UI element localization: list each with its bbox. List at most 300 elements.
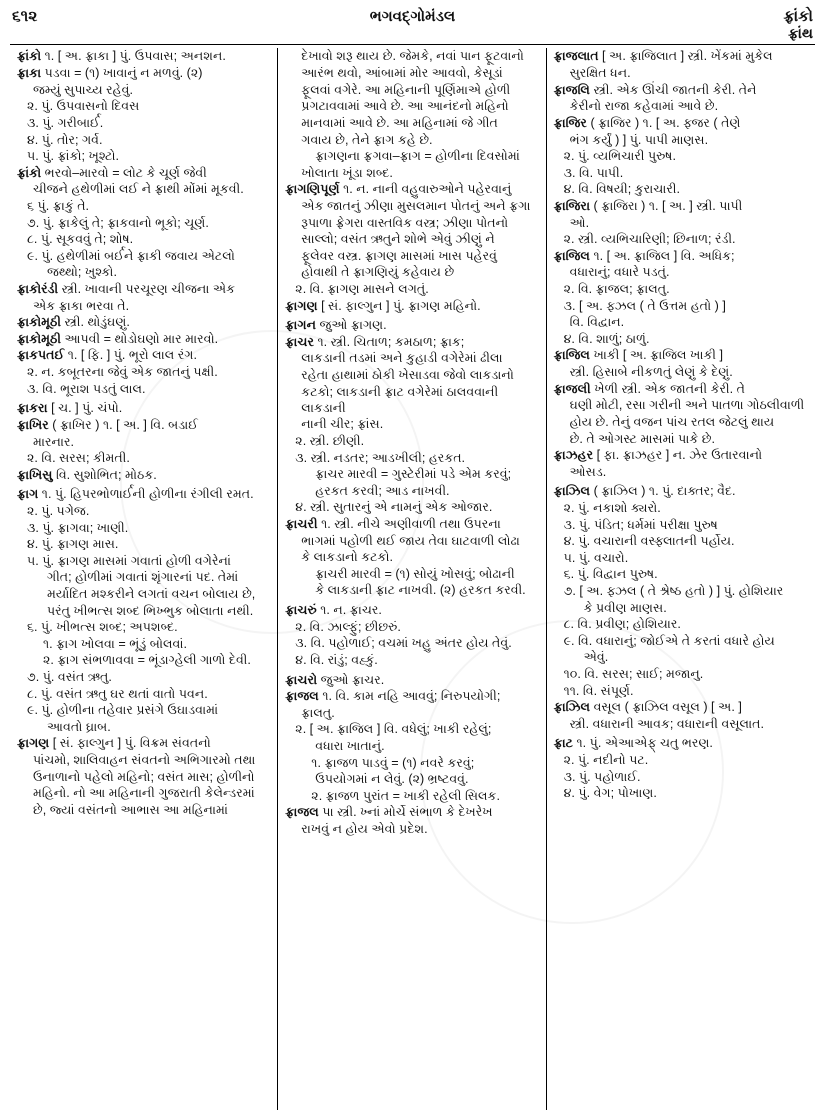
entry-text: સ્ત્રી. હિસાબે નીકળતું લેણું કે દેણું. [569,365,733,380]
entry-line [17,381,270,397]
headword: ફ્રાખિર [17,417,49,432]
entry-text: પ્રગટાવવામાં આવે છે. આ આનંદનો મહિનો [301,99,509,114]
entry-line [554,231,808,247]
entry-text: સુરક્ષિત ધન. [569,66,631,81]
headword: ફ્રાચર [285,334,314,349]
entry-text: ૪. પું. વચારાની વસ્ફ્લાતની પર્હોય. [563,534,735,549]
dictionary-entry [554,483,808,499]
entry-line [285,433,538,449]
headword: ફ્રાચરો [285,672,318,687]
entry-line [285,738,538,754]
entry-line [285,132,538,148]
dictionary-entry [17,165,270,181]
entry-text: ૫. પું. ફ્રાંકો; ખૂશ્ટો. [27,149,120,164]
headword: ફ્રાઝહર [553,448,594,463]
entry-line [17,434,270,450]
entry-text: ૨. પું. નદીનો પટ. [563,753,649,768]
entry-line [17,98,270,114]
entry-text: ૩. પું. ગરીબાર્ઈ. [27,115,104,130]
entry-line [285,248,538,264]
dictionary-entry [17,281,270,297]
entry-text: ૩. વિ. પહોળાઈ; વચમાં ખહુ અંતર હોય તેવું. [295,636,512,651]
headword: ફ્રાજિલ [553,248,590,263]
entry-text: ખાકી [ અ. ફ્રાજિલ ખાકી ] [593,348,723,363]
entry-text: ૪. પું. વેગ; પોખાણ. [563,786,657,801]
dictionary-entry [285,602,538,618]
headword: ફ્રાગણિપૂર્ણ [285,182,340,197]
entry-text: ૫. પું. ફ્રાગણ માસમાં ગવાતાં હોળી વગેરેનાં [27,553,231,568]
entry-text: છે, જ્યાં વસંતનો આભાસ આ મહિનામાં [33,802,228,817]
entry-text: ૮. પું. સૂકવવું તે; શોષ. [27,232,134,247]
dictionary-entry [17,48,270,64]
entry-line [285,483,538,499]
dictionary-entry [554,347,808,363]
entry-line [554,616,808,632]
entry-text: વધારાનું; વધારે પડતું. [569,265,670,280]
dictionary-entry [17,314,270,330]
entry-text: હોવાથી તે ફ્રાગણિયું કહેવાય છે [301,265,455,280]
entry-line [285,198,538,214]
entry-text: નાની ચીર; ફ્રાંસ. [301,417,384,432]
entry-text: ભંગ કર્યું ) ] પું. પાપી માણસ. [569,132,709,147]
entry-text: ૩. પું. પંડિત; ધર્મમાં પરીક્ષા પુરુષ [563,517,718,532]
entry-text: ૨. વિ. ઝાલ્ફું; છીછરું. [295,619,401,634]
entry-text: ૪. સ્ત્રી. સુતારનું એ નામનું એક ઓજાર. [295,500,493,515]
entry-text: ૯. પું. હથેળીમાં બર્ઈને ફ્રાકી જવાય એટલો [27,248,235,263]
entry-text: [ ચ. ] પું. ચંપો. [51,401,123,416]
entry-text: ૨. ન. કબૂતરના જેવું એક જાતનું પક્ષી. [27,365,218,380]
headword: ફ્રાટ [553,736,574,751]
entry-line [285,264,538,280]
entry-text: ૪. વિ. વિષયી; કુરાચારી. [563,182,680,197]
entry-line [285,350,538,366]
entry-line [17,586,270,602]
entry-line [554,716,808,732]
entry-text: ઘણી મોટી, રસા ગરીની અને પાતળા ગોઠલીવાળી [569,398,805,413]
entry-line [17,503,270,519]
headword: ફ્રાજિર [553,115,587,130]
entry-text: ૨. ફ્રાજળ પુરાંત = ખાકી રહેલી સિલક. [311,788,500,803]
headword: ફ્રાજલ [285,805,319,820]
entry-line [554,500,808,516]
entry-line [17,702,270,718]
entry-text: ૬. પું. ખીભત્સ શબ્દ; અપશબ્દ. [27,620,178,635]
entry-line [554,583,808,599]
entry-line [17,264,270,280]
columns-container [10,48,815,1110]
entry-text: દેખાવો શરૂ થાય છે. જેમકે, નવાં પાન ફૂટવાનો [301,49,524,64]
entry-text: ૧. [ અ. ફ્રાકા ] પું. ઉપવાસ; અનશન. [44,49,226,64]
entry-text: કટકો; લાકડાની ફ્રાટ વગેરેમાં ઠાલવવાની લાકડાની [301,384,499,415]
entry-text: ૨. ફ્રાગ સંભળાવવા = ભૂંડાગ્હેલી ગાળો દેવી. [43,653,251,668]
header-rule [10,44,815,45]
entry-text: ૧. ન. નાની વહુવારુઓને પહેરવાનું [343,182,512,197]
entry-line [285,619,538,635]
entry-line [285,115,538,131]
entry-text: ૫. પું. વચારો. [563,550,629,565]
entry-text: ૯. વિ. વધારાનું; જોઈએ તે કરતાં વધારે હોય [563,633,775,648]
entry-line [554,464,808,480]
headword: ફ્રાંકો [17,165,42,180]
text-column-2 [278,48,546,1110]
entry-text: ૨. સ્ત્રી. છીણી. [295,434,365,448]
entry-text: ચીજને હથેળીમાં લઈ ને ફ્રાથી મોંમાં મૂકવી. [33,182,244,197]
dictionary-entry [285,516,538,532]
entry-line [554,769,808,785]
entry-line [285,635,538,651]
entry-text: ૧. ફ્રાજળ પાડવું = (૧) નવરે કરવું; [311,755,475,770]
entry-text: ગવાય છે, તેને ફ્રાગ કહે છે. [301,132,433,147]
entry-text: ૮. પું. વસંત ઋતુ ઘર થતાં વાતો પવન. [27,686,208,701]
page-header [10,8,815,42]
entry-text: ૬. પું. વિદ્વાન પુરુષ. [563,567,658,582]
dictionary-entry [554,381,808,397]
entry-text: મહિનો. નો આ મહિનાની ગુજરાતી કેલેન્ડરમાં [33,786,255,801]
entry-text: ૨. પું. નકાશો ક્યરો. [563,500,661,515]
dictionary-entry [285,688,538,704]
entry-line [554,431,808,447]
entry-text: જુઓ ફ્રાચર. [320,672,385,687]
dictionary-entry [17,331,270,347]
headword: ફ્રાકપતઈ [17,348,65,363]
entry-text: વધારા ખાતાનું. [315,738,385,753]
entry-text: ઓસડ. [569,464,607,479]
entry-line [554,98,808,114]
entry-text: ફ્રાચરી મારવી = (૧) સોયું ખોસવું; બોઢાની [315,566,515,581]
entry-text: છે. તે ઓગસ્ટ માસમાં પાકે છે. [569,431,715,446]
entry-line [17,148,270,164]
headword: ફ્રાગ [17,487,39,502]
headword: ફ્રાજિલ [553,348,590,363]
entry-line [554,633,808,649]
dictionary-entry [554,735,808,751]
entry-line [554,181,808,197]
headword: ફ્રાકોમૂઠી [17,331,61,346]
entry-line [17,686,270,702]
entry-line [554,683,808,699]
entry-text: ( ફ્રાઝિલ ) ૧. પું. દાક્તર; વૈદ. [593,484,736,499]
entry-text: ૮. વિ. પ્રવીણ; હોશિયાર. [563,617,681,632]
entry-text: ઓ. [569,215,590,230]
entry-line [554,364,808,380]
entry-text: ૧. સ્ત્રી. ચિતાળ; કમઠાળ; ફ્રાક; [317,334,465,349]
entry-line [554,298,808,314]
headword: ફ્રાજલ [285,689,319,704]
entry-line [285,65,538,81]
dictionary-entry [285,804,538,820]
entry-line [285,788,538,804]
entry-text: ૨. વિ. ફ્રાગણ માસને લગતું. [295,282,429,297]
entry-text: વિ. સુશોભિત; મોઠક. [55,467,157,482]
entry-line [285,231,538,247]
entry-line [285,566,538,582]
dictionary-entry [17,735,270,751]
entry-text: [ ફા. ફ્રાઝહર ] ન. ઝેર ઉતારવાનો [596,448,763,463]
dictionary-entry [285,181,538,197]
entry-text: ૯. પું. હોળીના તહેવાર પ્રસંગે ઉઘાડવામાં [27,703,219,718]
entry-text: ૧. વિ. કામ નહિ આવવું; નિરુપયોગી; [322,689,501,704]
running-head [663,8,813,42]
headword: ફ્રાકરા [17,401,48,416]
entry-line [285,215,538,231]
entry-line [285,721,538,737]
entry-text: ૩. [ અ. ફ્ઝલ ( તે ઉત્તમ હતો ) ] [563,298,726,313]
entry-line [285,771,538,787]
entry-line [17,553,270,569]
entry-text: ઉપયોગમાં ન લેવું. (૨) ભ્રષ્ટવવું. [315,772,469,787]
headword: ફ્રાકોરંડી [17,282,59,297]
entry-line [17,636,270,652]
entry-text: ૪. પું. તોર; ગર્વ. [27,132,103,147]
entry-line [554,517,808,533]
headword: ફ્રાકોમૂઠી [17,315,61,330]
dictionary-entry [17,486,270,502]
entry-line [17,785,270,801]
entry-text: ફ્રાલતુ. [301,705,335,720]
entry-line [554,785,808,801]
dictionary-entry [554,48,808,64]
entry-line [17,536,270,552]
entry-text: પડવા = (૧) ખાવાનું ન મળવું. (૨) [44,66,203,81]
entry-line [17,248,270,264]
entry-line [17,450,270,466]
entry-text: ૪. પું. ફ્રાગણ માસ. [27,537,119,552]
entry-line [554,566,808,582]
dictionary-entry [554,82,808,98]
entry-text: ૨. પું. વ્યભિચારી પુરુષ. [563,149,676,164]
entry-line [554,533,808,549]
entry-line [17,198,270,214]
entry-line [285,533,538,549]
entry-text: સાલ્લો; વસંત ઋતુને શોભે એવું ઝીણું ને [301,232,495,247]
entry-text: ૧. સ્ત્રી. નીચે અણીવાળી તથા ઉપરના [321,517,501,532]
entry-line [17,231,270,247]
entry-text: ( ફ્રાખિર ) ૧. [ અ. ] વિ. બડાઈ [52,417,198,432]
entry-line [285,821,538,837]
dictionary-entry [285,672,538,688]
entry-text: ગીત; હોળીમાં ગવાતાં શૃંગારનાં પદ. તેમાં [47,570,239,585]
headword: ફ્રાજિરા [553,198,591,213]
entry-text: માનવામાં આવે છે. આ મહિનામાં જે ગીત [301,115,498,130]
entry-text: કે લાકડાનો કટકો. [301,550,393,565]
entry-text: જુઓ ફ્રાગણ. [319,318,387,333]
headword: ફ્રાચરું [285,603,317,618]
entry-text: મર્યાદિત મશ્કરીને લગતાં વચન બોલાય છે, [47,586,256,601]
entry-text: ખેળી સ્ત્રી. એક જાતની કેરી. તે [594,381,745,396]
entry-line [17,619,270,635]
entry-text: ૪. વિ. શાળું; ઠાળું. [563,331,650,346]
entry-text: ૧૧. વિ. સંપૂર્ણ. [563,683,634,698]
running-head-top: ફ્રાંકો [783,8,813,25]
entry-text: રહેતા હાથામાં ઠોકી ખેસાડવા જેવો લાકડાનો [301,368,514,383]
dictionary-entry [285,317,538,333]
entry-text: એક જાતનું ઝીણા મુસલમાન પોતનું અને ફ્રગા [301,198,531,213]
entry-line [285,705,538,721]
entry-line [285,82,538,98]
entry-text: ૨. વિ. ફ્રાજલ; ફ્રાલતુ. [563,282,670,297]
entry-line [554,649,808,665]
entry-line [554,752,808,768]
entry-text: ૭. પું. ફ્રાકેલું તે; ફ્રાકવાનો ભૂકો; ચૂર્ણ. [27,215,209,230]
entry-line [554,148,808,164]
entry-text: ૧. પું. હિપરભોળાર્ઈની હોળીના રંગીલી રમત. [41,487,254,502]
dictionary-entry [17,400,270,416]
entry-line [285,450,538,466]
entry-text: વિ. વિદ્વાન. [569,315,625,330]
entry-text: હરકત કરવી; આડ નાખવી. [315,483,450,498]
entry-line [17,132,270,148]
entry-text: ૧. ફ્રાગ ખોલવા = ભૂંડું બોલવાં. [43,636,187,651]
page-number: ૬૧૨ [12,8,38,25]
headword: ફ્રાઝિલ [553,484,591,499]
entry-line [285,165,538,181]
entry-text: આરંભ થવો, આંબામાં મોર આવવો, કેસૂડાં [301,66,503,81]
entry-text: જમ્યું સુપાચ્ય રહેવું. [33,82,133,97]
entry-text: રાખવું ન હોય એવો પ્રદેશ. [301,822,428,837]
entry-line [17,82,270,98]
entry-line [554,281,808,297]
entry-line [285,466,538,482]
headword: ફ્રાખિસુ [17,467,53,482]
headword: ફ્રાજલિ [553,82,590,97]
entry-line [554,550,808,566]
entry-text: કેરીનો રાજા કહેવામાં આવે છે. [569,99,719,114]
entry-line [554,132,808,148]
entry-text: ભાગમાં પહોળી થઈ જાય તેવા ઘાટવાળી લોઢા [301,533,520,548]
entry-line [17,115,270,131]
entry-line [17,569,270,585]
entry-line [554,165,808,181]
dictionary-entry [17,417,270,433]
entry-text: કે લાકડાની ફ્રાટ નાખવી. (૨) હરકત કરવી. [315,583,526,598]
entry-line [285,416,538,432]
entry-line [285,549,538,565]
headword: ફ્રાંકો [17,49,42,64]
entry-text: ફૂલવાં વગેરે. આ મહિનાની પૂર્ણિમાએ હોળી [301,82,511,97]
entry-line [554,331,808,347]
headword: ફ્રાજલાત [553,49,599,64]
entry-text: આપવી = થોડોઘણો માર મારવો. [64,331,219,346]
entry-line [17,215,270,231]
entry-line [285,384,538,416]
entry-text: ૨. પું. પગેજ. [27,503,90,518]
dictionary-entry [554,699,808,715]
entry-line [17,719,270,735]
entry-text: ( ફ્રાજિરા ) ૧. [ અ. ] સ્ત્રી. પાપી [593,198,743,213]
entry-line [17,298,270,314]
entry-line [554,264,808,280]
dictionary-entry [554,248,808,264]
entry-text: ૧૦. વિ. સરસ; સાઈ; મજાનુ. [563,667,704,682]
entry-text: પા સ્ત્રી. ખ્નાં મોર્ચે સંભાળ કે દેખરેખ [322,805,493,820]
text-column-3 [547,48,815,1110]
entry-text: ૧. ન. ફ્રાચર. [320,603,382,618]
running-head-bottom: ફ્રાંથ [787,25,813,42]
entry-text: રૂપાળા ફ્રેગરા વાસ્તવિક વસ્ત્ર; ઝીણા પોતનો [301,215,509,230]
entry-line [17,769,270,785]
entry-text: [ સં. ફાલ્ગુન ] પું. વિક્રમ સંવતનો [52,736,211,751]
headword: ફ્રાકા [17,66,42,81]
headword: ફ્રાગન [285,318,316,333]
entry-text: જથ્થો; ખુશ્કો. [47,265,117,280]
entry-text: ૧. [ ફિ. ] પું. ભૂરો લાલ રંગ. [67,348,197,363]
entry-text: ૬ પું. ફ્રાકું તે. [27,198,90,213]
dictionary-entry [17,65,270,81]
entry-line [17,752,270,768]
entry-text: ૨. પું. ઉપવાસનો દિવસ [27,99,140,114]
entry-text: ૩. પું. પહોળાઈ. [563,769,641,784]
headword: ફ્રાજલી [553,381,591,396]
entry-text: ઉનાળાનો પહેલો મહિનો; વસંત માસ; હોળીનો [33,769,255,784]
entry-text: ૭. પું. વસંત ઋતુ. [27,670,112,685]
entry-line [554,314,808,330]
entry-line [285,499,538,515]
entry-line [285,367,538,383]
headword: ફ્રાચરી [285,517,318,532]
entry-text: એવું. [583,650,609,665]
entry-text: ૧. [ અ. ફ્રાજિલ ] વિ. અધિક; [593,248,735,263]
entry-line [554,215,808,231]
entry-text: ૩. પું. ફ્રાગવા; ખાણી. [27,520,129,535]
entry-line [17,181,270,197]
entry-text: પરંતુ ખીભત્સ શબ્દ ભિખ્ભુક બોલાતા નથી. [47,603,254,618]
entry-line [285,98,538,114]
entry-line [285,582,538,598]
entry-line [17,603,270,619]
entry-text: ૭. [ અ. ફ્ઝલ ( તે શ્રેષ્ઠ હતો ) ] પું. હોશિયાર [563,583,784,598]
entry-line [285,755,538,771]
book-title: ભગવદ્ગોમંડલ [369,8,456,25]
entry-text: ખોલાતા ખૂંડા શબ્દ. [301,165,393,180]
dictionary-entry [554,198,808,214]
entry-text: ૨. સ્ત્રી. વ્યભિચારિણી; છિનાળ; રંડી. [563,232,736,247]
text-column-1 [10,48,278,1110]
entry-line [17,652,270,668]
entry-text: એક ફ્રાકા ભરવા તે. [33,298,130,313]
headword: ફ્રાઝિલ [553,700,591,715]
entry-line [285,48,538,64]
entry-text: ૨. વિ. સરસ; કીમતી. [27,451,130,466]
entry-text: સ્ત્રી. ખાવાની પરચૂરણ ચીજના એક [61,282,235,297]
dictionary-entry [17,467,270,483]
entry-text: [ સં. ફાલ્ગુન ] પું. ફ્રાગણ મહિનો. [321,298,481,313]
entry-line [554,397,808,413]
entry-text: કે પ્રવીણ માણસ. [583,600,667,615]
entry-text: ફ્રાચર મારવી = ગુસ્ટેરીમાં પડે એમ કરવું; [315,467,512,482]
dictionary-entry [554,115,808,131]
entry-line [17,669,270,685]
entry-text: ભરવો–મારવો = લોટ કે ચૂર્ણ જેવી [44,165,207,180]
entry-text: પાંચમો, શાલિવાહન સંવતનો અભિગારમો તથા [33,753,256,768]
headword: ફ્રાગણ [285,298,318,313]
entry-text: હોય છે. તેનું વજન પાંચ રતલ જેટલું થાય [569,414,775,429]
entry-text: સ્ત્રી. એક ઊંચી જાતની કેરી. તેને [593,82,757,97]
entry-line [17,520,270,536]
entry-line [554,600,808,616]
entry-text: મારનાર. [33,434,74,449]
entry-line [554,666,808,682]
entry-text: ૪. વિ. રાંડું; વહ્કું. [295,652,378,667]
entry-text: લાકડાની તડમાં અને કુહાડી વગેરેમાં ઢીલા [301,351,503,366]
entry-text: ૧. પું. એઆએફ્ ચતુ ભરણ. [576,736,713,751]
entry-text: વસૂલ ( ફ્રાઝિલ વસૂલ ) [ અ. ] [593,700,742,715]
entry-text: ૩. સ્ત્રી. નડતર; આડખીલી; હરકત. [295,450,466,465]
entry-line [554,65,808,81]
entry-text: ૨. [ અ. ફ્રાજિલ ] વિ. વધેલું; ખાકી રહેલું; [295,722,492,737]
headword: ફ્રાગણ [17,736,50,751]
entry-line [17,802,270,818]
entry-text: ફૂલેવર વસ્ત્ર. ફ્રાગણ માસમાં ખાસ પહેરવું [301,248,497,263]
